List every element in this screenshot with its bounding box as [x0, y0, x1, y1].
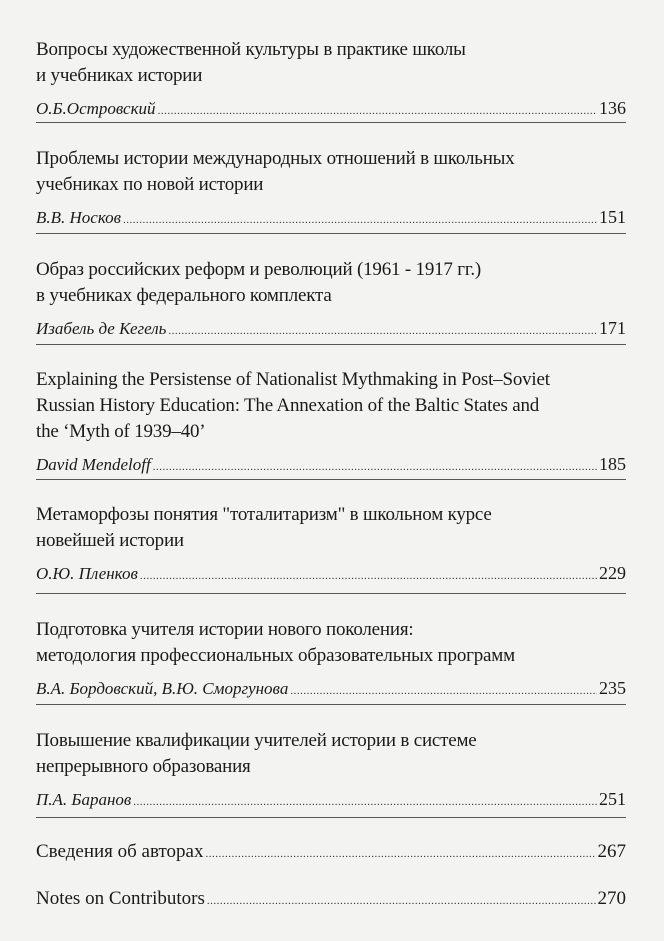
toc-entry: [36, 617, 626, 702]
entry-author: О.Ю. Пленков: [36, 564, 138, 583]
author-line: [36, 317, 626, 342]
title-line: Explaining the Persistense of Nationalist Mythmaking in Post–Soviet: [36, 369, 550, 390]
entry-author: В.В. Носков: [36, 208, 122, 227]
title-line: Повышение квалификации учителей истории в системе: [36, 730, 477, 751]
leader-dots: [290, 680, 597, 702]
author-line: [36, 677, 626, 702]
entry-title: [36, 37, 626, 89]
entry-author: В.А. Бордовский, В.Ю. Сморгунова: [36, 679, 289, 698]
title-line: Russian History Education: The Annexation of the Baltic States and: [36, 395, 540, 416]
divider: [36, 817, 626, 818]
author-line: [36, 453, 626, 478]
title-line: Проблемы истории международных отношений в школьных: [36, 148, 515, 169]
leader-dots: [205, 848, 595, 860]
author-line: [36, 206, 626, 231]
title-line: Образ российских реформ и революций (1961 - 1917 гг.): [36, 259, 481, 280]
title-line: Подготовка учителя истории нового поколения:: [36, 619, 414, 640]
leader-dots: [207, 895, 596, 907]
entry-title: [36, 257, 626, 309]
leader-dots: [153, 456, 597, 478]
page-number: 251: [599, 789, 626, 809]
leader-dots: [158, 100, 597, 122]
title-line: Метаморфозы понятия "тоталитаризм" в школьном курсе: [36, 504, 492, 525]
toc-entry: [36, 367, 626, 478]
entry-title: [36, 502, 626, 554]
leader-dots: [123, 209, 597, 231]
page-number: 229: [599, 563, 626, 583]
divider: [36, 233, 626, 234]
title-line: учебниках по новой истории: [36, 174, 264, 195]
page-number: 270: [597, 888, 626, 909]
entry-title: Notes on Contributors: [36, 888, 205, 909]
leader-dots: [140, 565, 597, 587]
toc-entry: [36, 728, 626, 813]
toc-entry: [36, 37, 626, 122]
author-line: [36, 788, 626, 813]
author-line: [36, 562, 626, 587]
entry-title: Сведения об авторах: [36, 841, 204, 862]
entry-title: [36, 617, 626, 669]
toc-entry: [36, 257, 626, 342]
entry-author: П.А. Баранов: [36, 790, 132, 809]
divider: [36, 704, 626, 705]
divider: [36, 122, 626, 123]
title-line: Вопросы художественной культуры в практике школы: [36, 39, 466, 60]
title-line: the ‘Myth of 1939–40’: [36, 421, 206, 442]
title-line: новейшей истории: [36, 530, 184, 551]
toc-entry: [36, 146, 626, 231]
entry-title: [36, 146, 626, 198]
entry-author: Изабель де Кегель: [36, 319, 167, 338]
toc-entry-simple: [36, 841, 626, 863]
page-number: 171: [599, 318, 626, 338]
leader-dots: [168, 320, 597, 342]
title-line: непрерывного образования: [36, 756, 251, 777]
page-number: 235: [599, 678, 626, 698]
divider: [36, 479, 626, 480]
page-number: 151: [599, 207, 626, 227]
entry-author: David Mendeloff: [36, 455, 151, 474]
page-number: 185: [599, 454, 626, 474]
author-line: [36, 97, 626, 122]
divider: [36, 344, 626, 345]
entry-title: [36, 367, 626, 445]
title-line: в учебниках федерального комплекта: [36, 285, 332, 306]
divider: [36, 593, 626, 594]
title-line: и учебниках истории: [36, 65, 203, 86]
entry-author: О.Б.Островский: [36, 99, 156, 118]
page-number: 136: [599, 98, 626, 118]
leader-dots: [133, 791, 597, 813]
title-line: методология профессиональных образовательных программ: [36, 645, 515, 666]
entry-title: [36, 728, 626, 780]
toc-entry-simple: [36, 888, 626, 910]
toc-entry: [36, 502, 626, 587]
page-number: 267: [597, 841, 626, 862]
